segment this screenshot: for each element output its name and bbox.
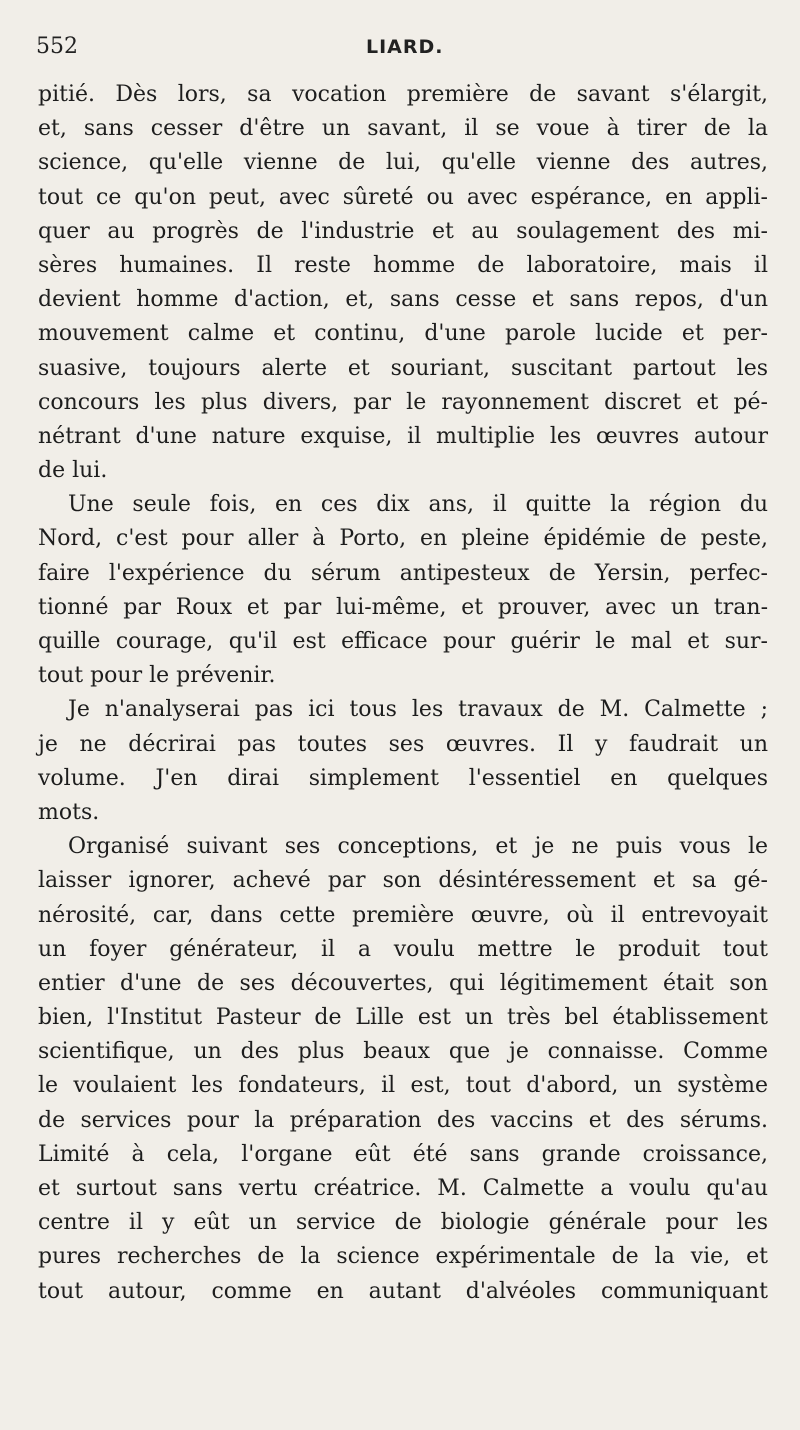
page-number: 552 bbox=[36, 34, 78, 59]
text-line: un foyer générateur, il a voulu mettre le produit tout bbox=[38, 936, 768, 962]
text-line: concours les plus divers, par le rayonnement discret et pé- bbox=[38, 389, 768, 415]
text-line: et, sans cesser d'être un savant, il se voue à tirer de la bbox=[38, 116, 768, 142]
text-line: bien, l'Institut Pasteur de Lille est un très bel établissement bbox=[38, 1005, 768, 1031]
text-line: scientifique, un des plus beaux que je connaisse. Comme bbox=[38, 1039, 768, 1065]
text-line: quille courage, qu'il est efficace pour guérir le mal et sur- bbox=[38, 629, 768, 654]
text-line: nétrant d'une nature exquise, il multiplie les œuvres autour bbox=[38, 423, 768, 449]
paragraph-start-line: Une seule fois, en ces dix ans, il quitte la région du bbox=[68, 492, 768, 518]
body-text bbox=[38, 78, 768, 1309]
text-line: je ne décrirai pas toutes ses œuvres. Il y faudrait un bbox=[38, 731, 768, 757]
text-line: nérosité, car, dans cette première œuvre, où il entrevoyait bbox=[38, 902, 768, 928]
page-header bbox=[36, 34, 764, 74]
text-line: de services pour la préparation des vaccins et des sérums. bbox=[38, 1107, 768, 1133]
text-line: faire l'expérience du sérum antipesteux de Yersin, perfec- bbox=[38, 560, 768, 586]
text-line: volume. J'en dirai simplement l'essentiel en quelques bbox=[38, 765, 768, 791]
text-line: devient homme d'action, et, sans cesse et sans repos, d'un bbox=[38, 287, 768, 313]
text-line: suasive, toujours alerte et souriant, suscitant partout les bbox=[38, 355, 768, 381]
text-line: pures recherches de la science expérimentale de la vie, et bbox=[38, 1244, 768, 1270]
text-line: centre il y eût un service de biologie générale pour les bbox=[38, 1210, 768, 1236]
text-line: sères humaines. Il reste homme de laboratoire, mais il bbox=[38, 252, 768, 278]
text-line: entier d'une de ses découvertes, qui légitimement était son bbox=[38, 970, 768, 996]
text-line: tout pour le prévenir. bbox=[38, 663, 276, 689]
text-line: Limité à cela, l'organe eût été sans grande croissance, bbox=[38, 1141, 768, 1167]
text-line: de lui. bbox=[38, 458, 108, 484]
text-line: quer au progrès de l'industrie et au soulagement des mi- bbox=[38, 218, 768, 244]
text-line: laisser ignorer, achevé par son désintéressement et sa gé- bbox=[38, 868, 768, 894]
text-line: pitié. Dès lors, sa vocation première de savant s'élargit, bbox=[38, 82, 768, 107]
text-line: mouvement calme et continu, d'une parole lucide et per- bbox=[38, 321, 768, 347]
running-head: LIARD. bbox=[366, 36, 444, 58]
text-line: tout ce qu'on peut, avec sûreté ou avec espérance, en appli- bbox=[38, 184, 768, 210]
text-line: science, qu'elle vienne de lui, qu'elle vienne des autres, bbox=[38, 150, 768, 176]
text-line: tout autour, comme en autant d'alvéoles communiquant bbox=[38, 1278, 768, 1304]
text-line: le voulaient les fondateurs, il est, tout d'abord, un système bbox=[38, 1073, 768, 1099]
text-line: Nord, c'est pour aller à Porto, en pleine épidémie de peste, bbox=[38, 526, 768, 552]
text-line: tionné par Roux et par lui-même, et prouver, avec un tran- bbox=[38, 594, 768, 620]
text-line: mots. bbox=[38, 799, 100, 825]
paragraph-start-line: Organisé suivant ses conceptions, et je ne puis vous le bbox=[68, 834, 768, 860]
text-line: et surtout sans vertu créatrice. M. Calmette a voulu qu'au bbox=[38, 1176, 768, 1201]
paragraph-start-line: Je n'analyserai pas ici tous les travaux de M. Calmette ; bbox=[68, 697, 768, 723]
